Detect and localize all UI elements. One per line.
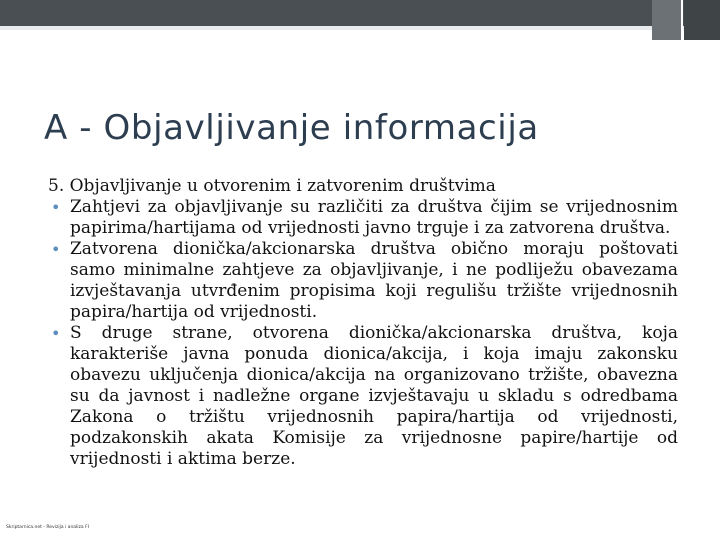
corner-block-right (684, 0, 720, 40)
top-bar-accent-line (0, 26, 720, 30)
slide-body (48, 176, 678, 470)
bullet-item (48, 239, 678, 323)
top-decorative-bar (0, 0, 720, 26)
slide-footer: Skriptarnica.net - Revizija i analiza FI (6, 525, 90, 530)
bullet-icon: • (51, 198, 61, 217)
bullet-text: S druge strane, otvorena dionička/akcionarska društva, koja karakteriše javna ponuda dionica/akcija, i koja imaju zakonsku obavezu uključenja dionica/akcija na organizovano tržište, obavezna su da javnost i nadležne organe izvještavaju u skladu s odredbama Zakona o tržištu vrijednosnih papira/hartija od vrijednosti, podzakonskih akata Komisije za vrijednosne papire/hartije od vrijednosti i aktima berze. (70, 323, 678, 469)
bullet-item (48, 197, 678, 239)
corner-block-left (652, 0, 683, 40)
slide-title: A - Objavljivanje informacija (44, 108, 539, 148)
bullet-icon: • (51, 324, 61, 343)
bullet-text: Zahtjevi za objavljivanje su različiti za društva čijim se vrijednosnim papirima/hartijama od vrijednosti javno trguje i za zatvorena društva. (70, 197, 678, 238)
bullet-item (48, 323, 678, 470)
section-subheading: 5. Objavljivanje u otvorenim i zatvorenim društvima (48, 176, 496, 196)
bullet-text: Zatvorena dionička/akcionarska društva obično moraju poštovati samo minimalne zahtjeve za objavljivanje, i ne podliježu obavezama izvještavanja utvrđenim propisima koji regulišu tržište vrijednosnih papira/hartija od vrijednosti. (70, 239, 678, 322)
bullet-list (48, 197, 678, 470)
bullet-icon: • (51, 240, 61, 259)
